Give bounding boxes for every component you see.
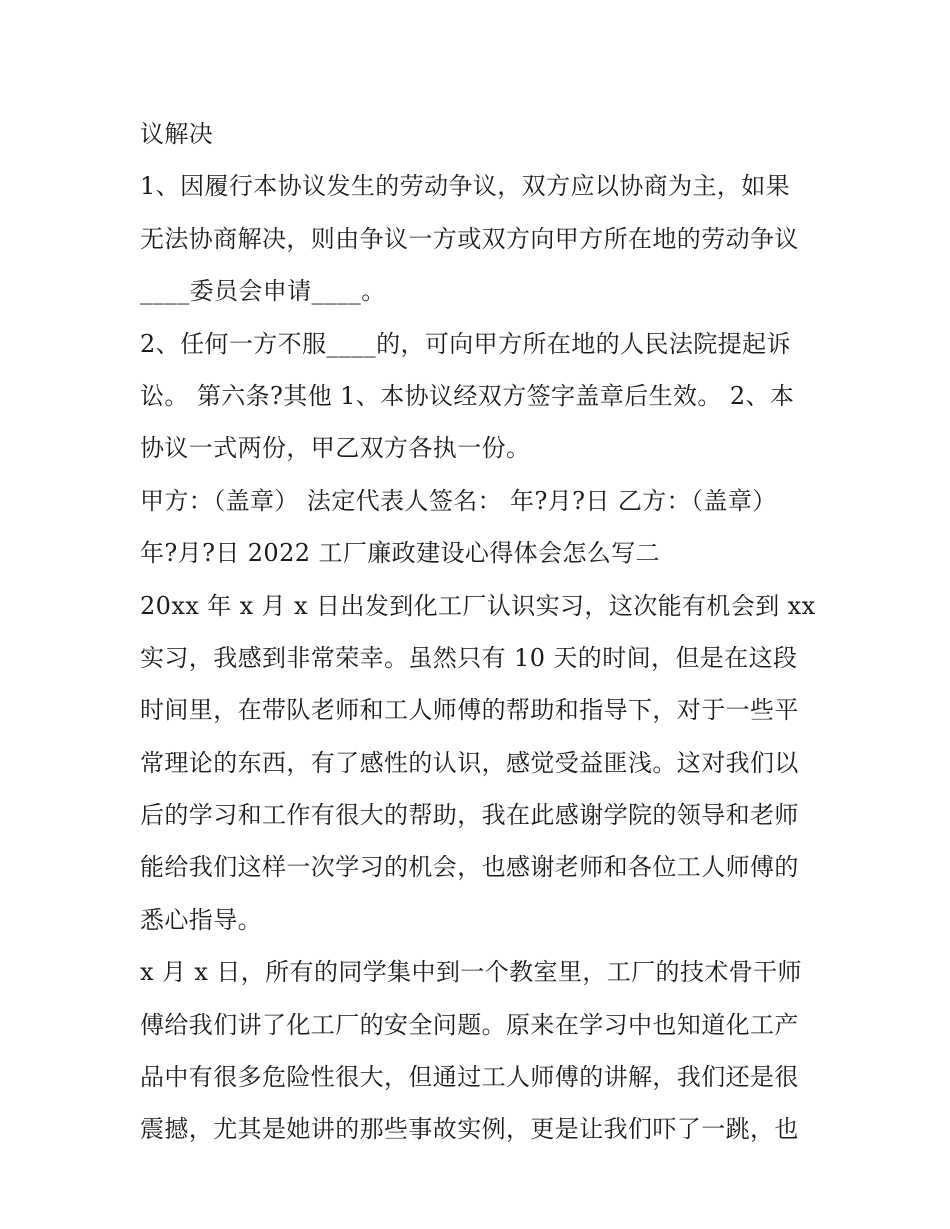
text-line: ____委员会申请____。 xyxy=(140,277,386,306)
text-line: 讼。 第六条?其他 1、本协议经双方签字盖章后生效。 2、本 xyxy=(140,381,795,410)
text-line: 20xx 年 x 月 x 日出发到化工厂认识实习，这次能有机会到 xx xyxy=(140,591,816,620)
text-line: 甲方：（盖章） 法定代表人签名： 年?月?日 乙方：（盖章） xyxy=(140,486,777,515)
text-line: 震撼，尤其是她讲的那些事故实例，更是让我们吓了一跳，也 xyxy=(140,1115,799,1144)
text-line: 后的学习和工作有很大的帮助，我在此感谢学院的领导和老师 xyxy=(140,801,799,830)
text-line: 能给我们这样一次学习的机会，也感谢老师和各位工人师傅的 xyxy=(140,853,799,882)
text-line: 年?月?日 2022 工厂廉政建设心得体会怎么写二 xyxy=(140,539,661,568)
document-body xyxy=(140,108,820,1156)
text-line: 傅给我们讲了化工厂的安全问题。原来在学习中也知道化工产 xyxy=(140,1010,799,1039)
text-line: 悉心指导。 xyxy=(140,905,262,934)
text-line: 议解决 xyxy=(140,120,214,148)
text-line: 常理论的东西，有了感性的认识，感觉受益匪浅。这对我们以 xyxy=(140,748,799,777)
text-line: 1、因履行本协议发生的劳动争议，双方应以协商为主，如果 xyxy=(140,172,791,201)
text-line: 时间里，在带队老师和工人师傅的帮助和指导下，对于一些平 xyxy=(140,696,799,725)
text-line: 无法协商解决，则由争议一方或双方向甲方所在地的劳动争议 xyxy=(140,224,799,253)
text-line: 协议一式两份，甲乙双方各执一份。 xyxy=(140,434,531,463)
text-line: x 月 x 日，所有的同学集中到一个教室里，工厂的技术骨干师 xyxy=(140,958,802,987)
text-line: 品中有很多危险性很大，但通过工人师傅的讲解，我们还是很 xyxy=(140,1063,799,1092)
text-line: 实习，我感到非常荣幸。虽然只有 10 天的时间，但是在这段 xyxy=(140,643,798,672)
text-line: 2、任何一方不服____的，可向甲方所在地的人民法院提起诉 xyxy=(140,329,791,358)
